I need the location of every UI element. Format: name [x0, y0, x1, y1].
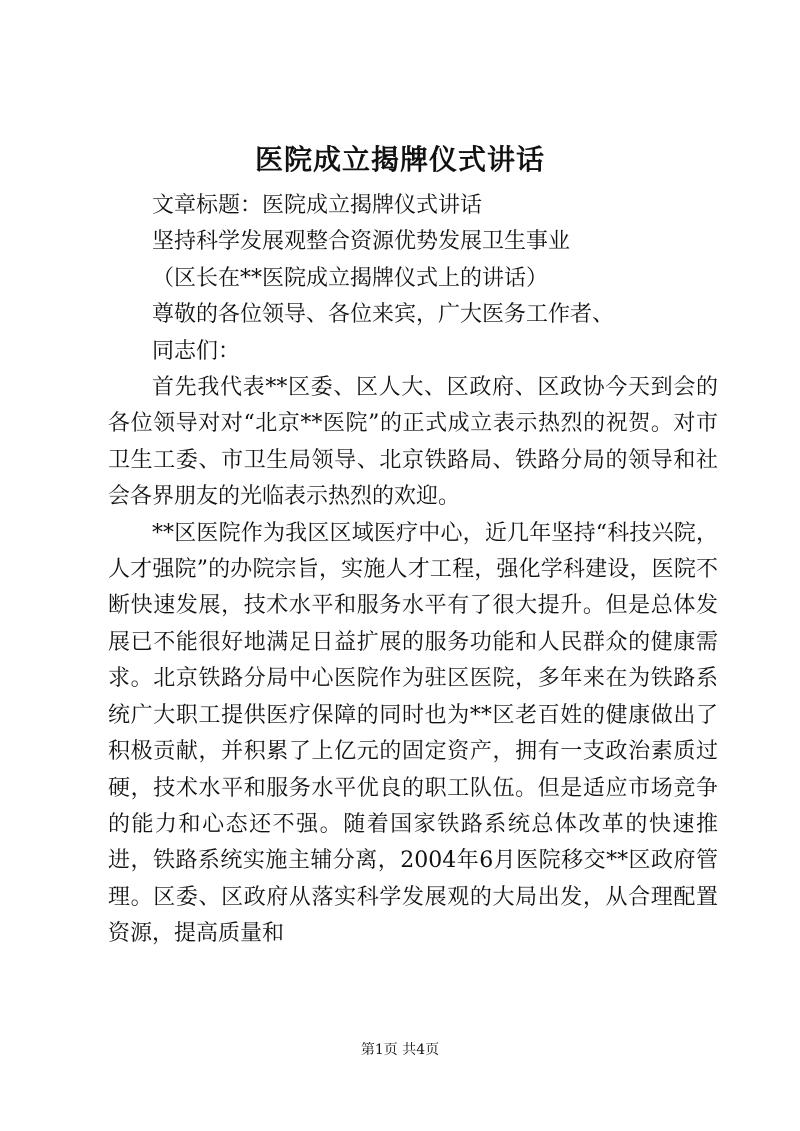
salutation-continuation: 同志们：: [152, 338, 241, 364]
salutation-line: 尊敬的各位领导、各位来宾，广大医务工作者、: [152, 302, 615, 328]
paragraph-welcome: 首先我代表**区委、区人大、区政府、区政协今天到会的各位领导对对“北京**医院”的正式成立表示热烈的祝贺。对市卫生工委、市卫生局领导、北京铁路局、铁路分局的领导和社会各界朋友的光临表示热烈的欢迎。: [108, 375, 718, 510]
paragraph-hospital-development: **区医院作为我区区域医疗中心，近几年坚持“科技兴院，人才强院”的办院宗旨，实施人才工程，强化学科建设，医院不断快速发展，技术水平和服务水平有了很大提升。但是总体发展已不能很好地满足日益扩展的服务功能和人民群众的健康需求。北京铁路分局中心医院作为驻区医院，多年来在为铁路系统广大职工提供医疗保障的同时也为**区老百姓的健康做出了积极贡献，并积累了上亿元的固定资产，拥有一支政治素质过硬，技术水平和服务水平优良的职工队伍。但是适应市场竞争的能力和心态还不强。随着国家铁路系统总体改革的快速推进，铁路系统实施主辅分离，2004年6月医院移交**区政府管理。区委、区政府从落实科学发展观的大局出发，从合理配置资源，提高质量和: [108, 520, 718, 947]
subtitle-line: 坚持科学发展观整合资源优势发展卫生事业: [152, 229, 571, 255]
document-title: 医院成立揭牌仪式讲话: [254, 143, 545, 176]
speaker-note-line: （区长在**医院成立揭牌仪式上的讲话）: [152, 265, 549, 291]
document-body: [108, 188, 718, 953]
article-title-line: 文章标题：医院成立揭牌仪式讲话: [152, 193, 483, 218]
page-footer: 第1页 共4页: [360, 1042, 440, 1058]
